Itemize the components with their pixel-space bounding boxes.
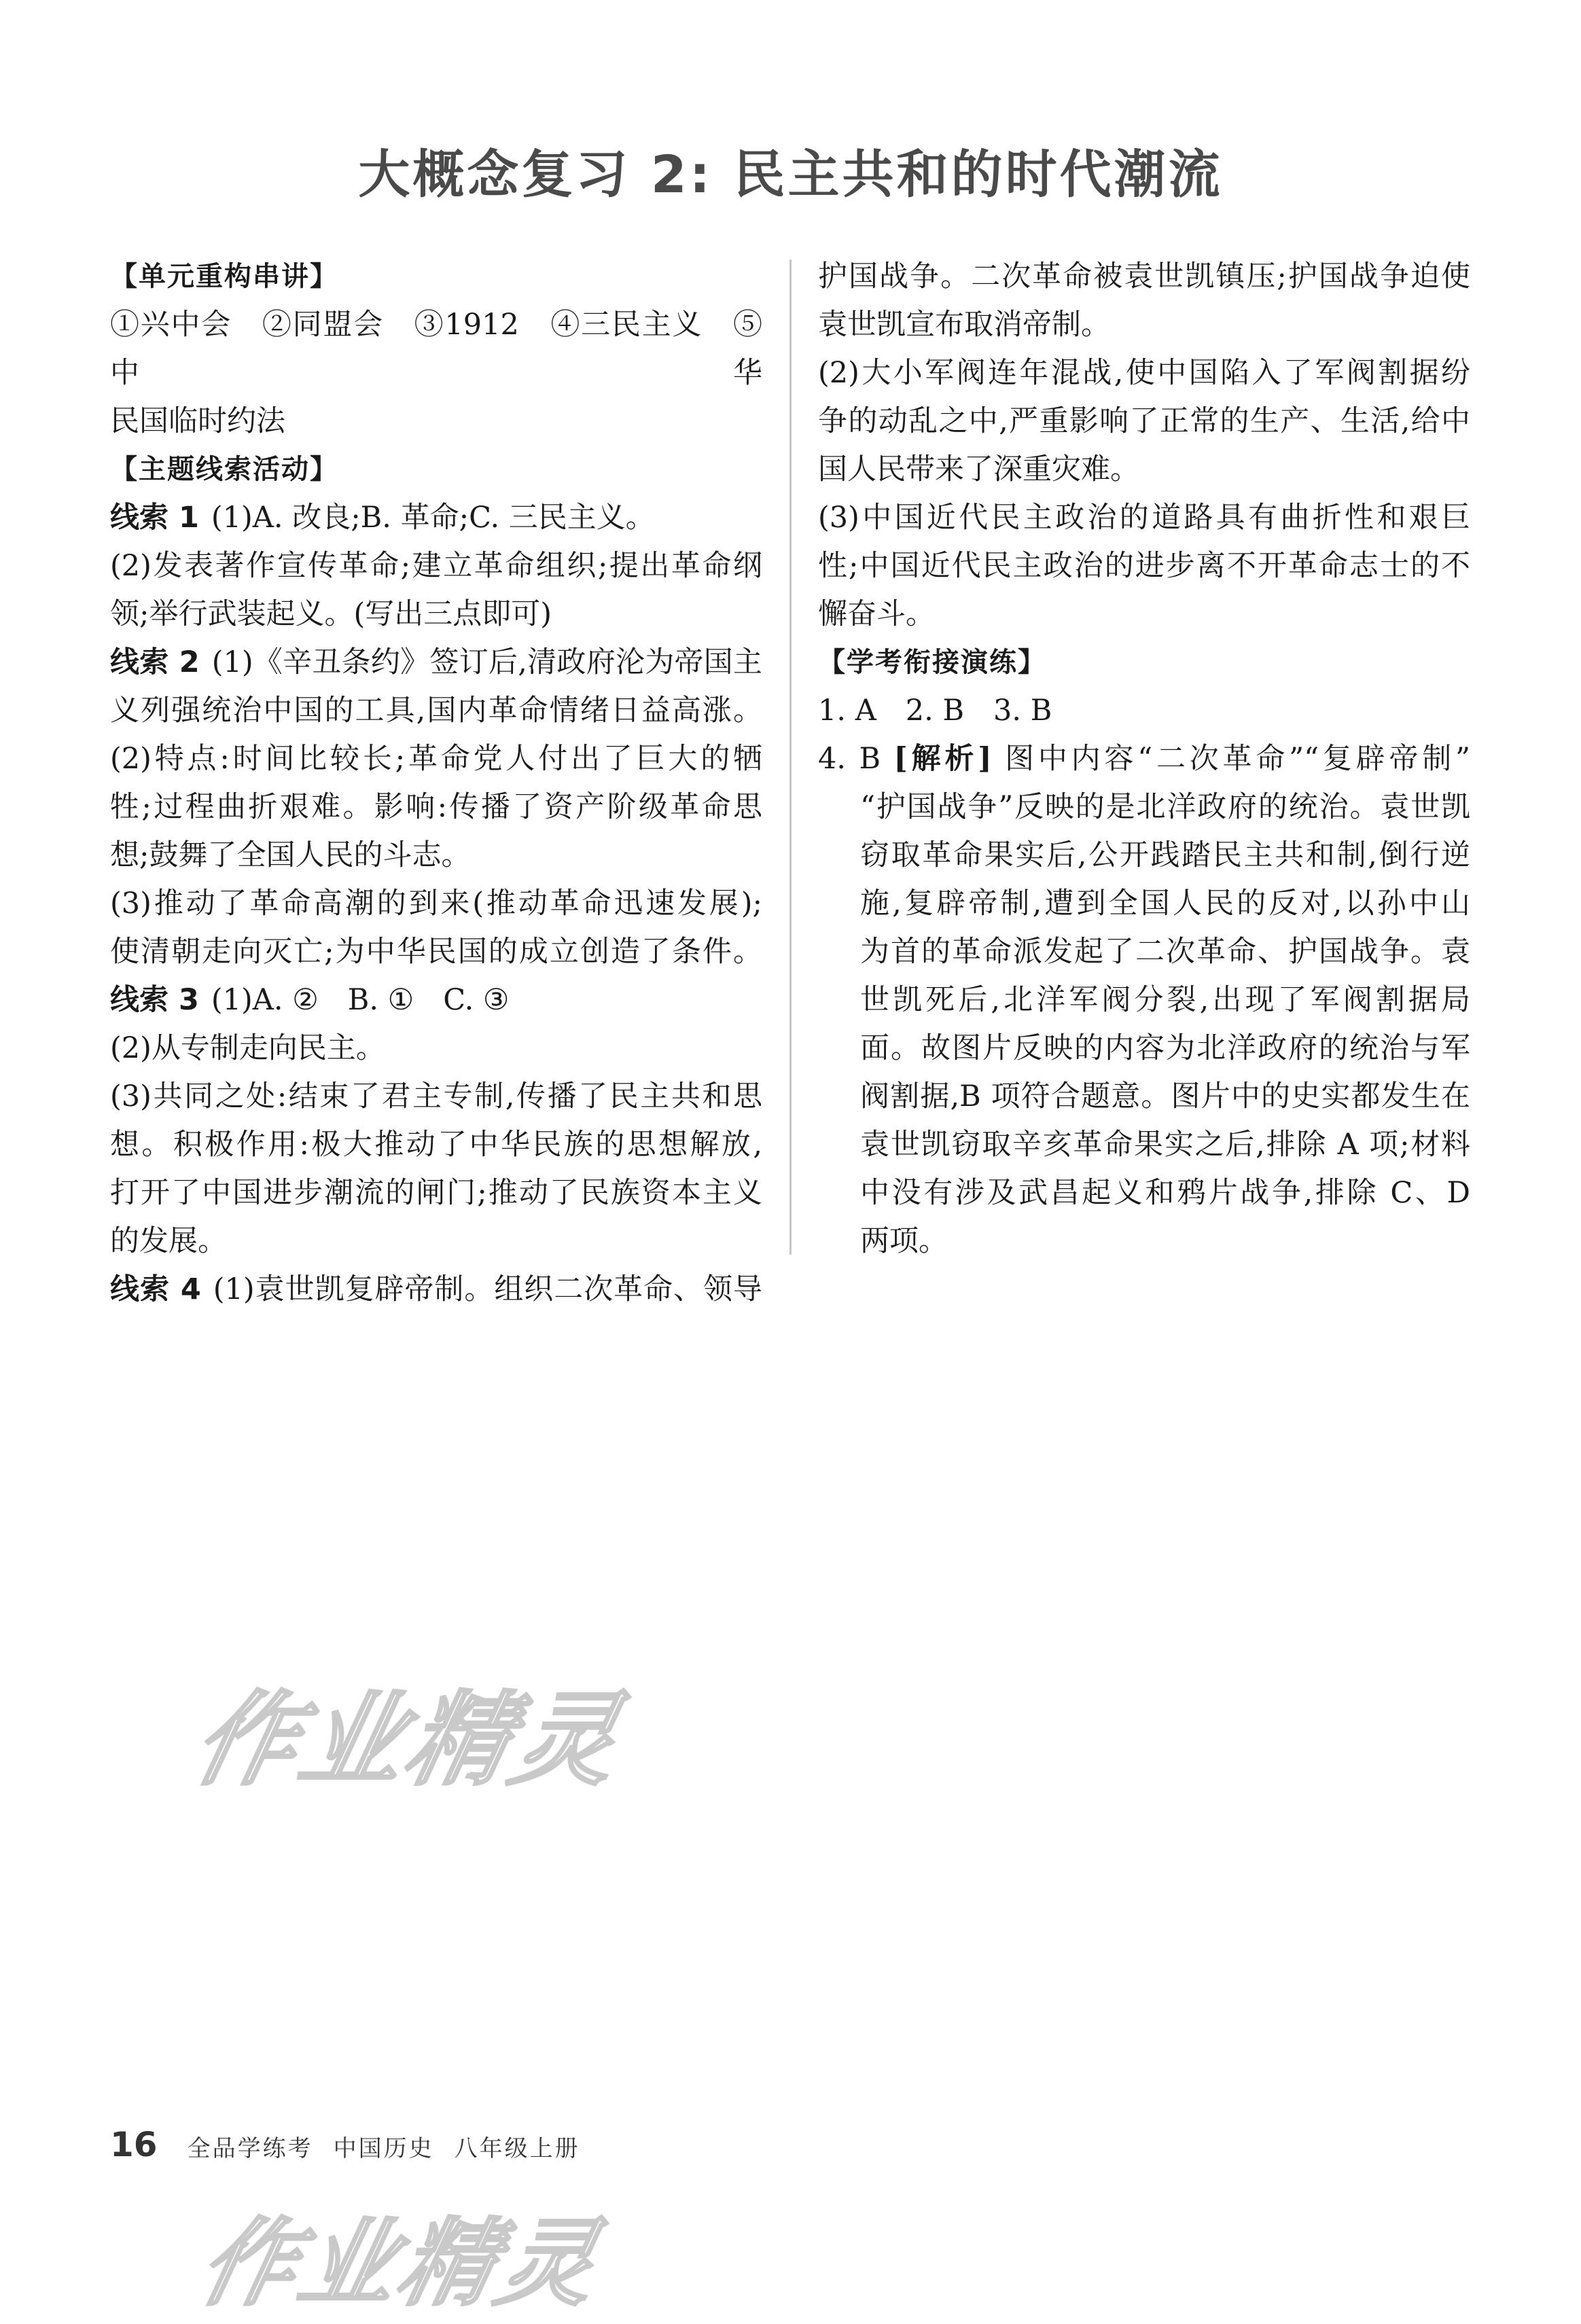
answer-line: 使清朝走向灭亡;为中华民国的成立创造了条件。 [110,935,762,969]
answer-line: 为首的革命派发起了二次革命、护国战争。袁 [860,935,1470,969]
answer-line: “护国战争”反映的是北洋政府的统治。袁世凯 [860,790,1470,824]
answer-line: 民国临时约法 [110,404,285,438]
clue-2-line [110,639,762,687]
watermark: 作业精灵 [190,2209,611,2319]
clue-label: 线索 1 [110,501,199,535]
answer-line: 想;鼓舞了全国人民的斗志。 [110,838,471,872]
page-title: 大概念复习 2: 民主共和的时代潮流 [358,144,1223,204]
answer-line: 世凯死后,北洋军阀分裂,出现了军阀割据局 [860,983,1470,1017]
answer-line: 性;中国近代民主政治的进步离不开革命志士的不 [818,549,1470,583]
answer-line: 争的动乱之中,严重影响了正常的生产、生活,给中 [818,404,1470,438]
answer-line: 国人民带来了深重灾难。 [818,452,1139,486]
answer-line: (2)特点:时间比较长;革命党人付出了巨大的牺 [110,742,762,776]
clue-4-line [110,1266,762,1314]
answer-line: 袁世凯窃取辛亥革命果实之后,排除 A 项;材料 [860,1128,1470,1162]
answer-text: (1)A. 改良;B. 革命;C. 三民主义。 [211,501,655,535]
answer-4-line [818,735,1470,783]
answer-line: ①兴中会 ②同盟会 ③1912 ④三民主义 ⑤中华 [110,308,762,390]
answer-line: 施,复辟帝制,遭到全国人民的反对,以孙中山 [860,887,1470,920]
answer-text: 图中内容“二次革命”“复辟帝制” [991,742,1470,776]
answer-line: (2)发表著作宣传革命;建立革命组织;提出革命纲 [110,549,762,583]
answer-line: 护国战争。二次革命被袁世凯镇压;护国战争迫使 [818,260,1470,293]
clue-label: 线索 2 [110,645,200,679]
answer-line: (2)大小军阀连年混战,使中国陷入了军阀割据纷 [818,356,1470,390]
answer-line: 的发展。 [110,1224,227,1258]
answer-text: (1)A. ② B. ① C. ③ [211,983,510,1017]
answer-line: 1. A 2. B 3. B [818,694,1052,728]
column-divider [789,260,792,1255]
page-number: 16 [110,2125,158,2164]
watermark: 作业精灵 [183,1681,633,1800]
clue-3-line [110,976,762,1024]
subject-label: 中国历史 [333,2135,434,2162]
right-column [818,253,1470,1266]
answer-line: 中没有涉及武昌起义和鸦片战争,排除 C、D [860,1176,1470,1210]
answer-line: 两项。 [860,1224,948,1258]
answer-text: (1)《辛丑条约》签订后,清政府沦为帝国主 [211,645,763,679]
answer-line: 袁世凯宣布取消帝制。 [818,308,1110,342]
section-heading-theme-activities: 【主题线索活动】 [110,454,338,485]
left-column [110,253,762,1314]
answer-line: 面。故图片反映的内容为北洋政府的统治与军 [860,1031,1470,1065]
clue-label: 线索 3 [110,983,199,1017]
analysis-tag: [解析] [893,742,992,776]
grade-label: 八年级上册 [454,2135,580,2162]
answer-line: 窃取革命果实后,公开践踏民主共和制,倒行逆 [860,838,1470,872]
clue-label: 线索 4 [110,1272,201,1306]
answer-line: 打开了中国进步潮流的闸门;推动了民族资本主义 [110,1176,762,1210]
answer-line: (3)中国近代民主政治的道路具有曲折性和艰巨 [818,501,1470,535]
answer-line: 义列强统治中国的工具,国内革命情绪日益高涨。 [110,694,762,728]
answer-line: (3)共同之处:结束了君主专制,传播了民主共和思 [110,1079,762,1113]
section-heading-unit-review: 【单元重构串讲】 [110,261,338,292]
answer-line: 领;举行武装起义。(写出三点即可) [110,597,552,631]
answer-line: 阀割据,B 项符合题意。图片中的史实都发生在 [860,1079,1470,1113]
answer-line: (3)推动了革命高潮的到来(推动革命迅速发展); [110,887,762,920]
answer-text: (1)袁世凯复辟帝制。组织二次革命、领导 [213,1272,763,1306]
clue-1-line [110,494,762,542]
section-heading-exam-practice: 【学考衔接演练】 [818,647,1046,678]
page-footer [110,2125,601,2164]
answer-number: 4. B [818,742,894,776]
answer-line: 懈奋斗。 [818,597,935,631]
book-title: 全品学练考 [187,2135,313,2162]
answer-line: 想。积极作用:极大推动了中华民族的思想解放, [110,1128,762,1162]
answer-line: (2)从专制走向民主。 [110,1031,385,1065]
answer-line: 牲;过程曲折艰难。影响:传播了资产阶级革命思 [110,790,762,824]
